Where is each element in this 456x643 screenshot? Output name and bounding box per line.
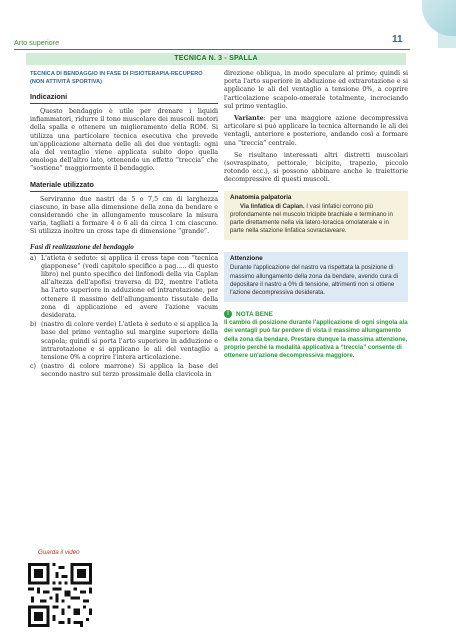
step-text: (nastro di colore marrone) Si applica la base del secondo nastro sul terzo prossimale della clavicola in <box>41 363 218 379</box>
technique-title-band <box>26 53 406 65</box>
nota-bene-text: Il cambio di posizione durante l'applicazione di ogni singola ala dei ventagli può far perdere di vista il massimo allungamento della zona da bendare. Prestare dunque la massima attenzione, proprio perché la modalità applicativa a “treccia” consente di ottenere un'azione decompressiva maggiore. <box>224 319 408 360</box>
materiale-heading: Materiale utilizzato <box>30 180 218 192</box>
attenzione-text: Durante l'applicazione del nastro va rispettata la posizione di massimo allungamento della zona da bendare, avendo cura di depositare il nastro a 0% di tensione, altrimenti non si ottiene l'azione decompressiva desiderata. <box>230 264 399 297</box>
page-number: 11 <box>392 34 403 45</box>
step-letter: a) <box>30 254 37 262</box>
running-header-section: Arto superiore <box>14 38 60 47</box>
variante-paragraph <box>224 115 408 148</box>
right-column <box>224 70 408 360</box>
materiale-paragraph: Serviranno due nastri da 5 o 7,5 cm di larghezza ciascuno, in base alla dimensione della zona da bendare e considerando che in allungamento muscolare la misura varia, tagliati a formare 4 o 6 ali da circa 1 cm ciascuno. Si utilizza inoltre un cross tape di dimensione “grande”. <box>30 195 218 236</box>
header-divider <box>14 49 410 50</box>
technique-title: TECNICA N. 3 - SPALLA <box>174 55 258 62</box>
video-link-label[interactable]: Guarda il video <box>38 549 80 556</box>
step-item <box>30 255 218 321</box>
technique-subtitle <box>30 70 218 86</box>
distretti-paragraph: Se risultano interessati altri distretti muscolari (sovraspinato, pettorale, bicipite, trapezio, piccolo rotondo ecc.), si possono abbinare anche le traiettorie decompressive di questi muscoli. <box>224 151 408 184</box>
step-item <box>30 321 218 362</box>
attenzione-box <box>224 252 408 302</box>
anatomia-title: Anatomia palpatoria <box>230 193 292 201</box>
qr-code-icon[interactable] <box>28 563 92 627</box>
indicazioni-heading: Indicazioni <box>30 92 218 104</box>
variante-label: Variante <box>234 115 264 123</box>
nota-bene-title: NOTA BENE <box>236 310 273 318</box>
anatomia-body: I vasi linfatici corrono più profondamente nel muscolo tricipite brachiale e terminano in parte direttamente nella via latero-toracica omolaterale e in parte nella stazione linfatica sovraclaveare. <box>230 202 393 235</box>
step-letter: c) <box>30 363 36 371</box>
step-letter: b) <box>30 321 37 329</box>
anatomia-palpatoria-box <box>224 191 408 241</box>
step-c-continuation: direzione obliqua, in modo speculare al primo; quindi si porta l'arto superiore in abduzione ed extrarotazione e si applicano le ali del ventaglio a tensione 0%, a coprire l'articolazione scapolo-omerale totalmente, incrociando sul primo ventaglio. <box>224 70 408 110</box>
anatomia-text <box>230 203 402 236</box>
step-item <box>30 363 218 379</box>
nota-bene-section <box>224 310 408 360</box>
fasi-heading: Fasi di realizzazione del bendaggio <box>30 243 218 254</box>
page-corner-tab <box>422 0 456 36</box>
variante-text: : per una maggiore azione decompressiva articolare si può applicare la tecnica alternando le ali dei ventagli, anteriore e posteriore, andando così a formare una “treccia” centrale. <box>224 115 408 147</box>
step-text: (nastro di colore verde) L'atleta è seduto e si applica la base del primo ventaglio sul margine superiore della scapola; quindi si porta l'arto superiore in adduzione e intrarotazione e si applicano le ali del ventaglio a tensione 0% a coprire l'intera articolazione. <box>41 321 218 362</box>
attenzione-title: Attenzione <box>230 255 263 263</box>
step-text: L'atleta è seduto: si applica il cross tape con “tecnica giapponese” (vedi capitolo specifico a pag..... di questo libro) nel punto specifico dei linfonodi della via Caplan all'altezza dell'apofisi traversa di D2, mentre l'atleta ha l'arto superiore in adduzione ed intrarotazione, per ottenere il massimo dell'allungamento tissutale della zona di applicazione ed avere l'azione vacum desiderata. <box>41 254 218 320</box>
indicazioni-paragraph: Questo bendaggio è utile per drenare i liquidi infiammatori, ridurre il tono muscolare dei muscoli motori della spalla e ottenere un miglioramento della ROM. Si utilizza una particolare tecnica esecutiva che prevede un'applicazione alternata delle ali dei due ventagli: ogni ala del ventaglio viene applicata subito dopo quella omologa dell'altro lato, ottenendo un effetto “treccia” che “sostiene” maggiormente il bendaggio. <box>30 108 218 173</box>
nota-bene-header <box>224 310 408 318</box>
exclamation-icon: ! <box>224 310 232 318</box>
subtitle-line-1: TECNICA DI BENDAGGIO IN FASE DI FISIOTERAPIA-RECUPERO <box>30 71 203 77</box>
anatomia-lead: Via linfatica di Caplan. <box>240 202 305 210</box>
left-column <box>30 70 218 380</box>
subtitle-line-2: (NON ATTIVITÀ SPORTIVA) <box>30 79 102 85</box>
